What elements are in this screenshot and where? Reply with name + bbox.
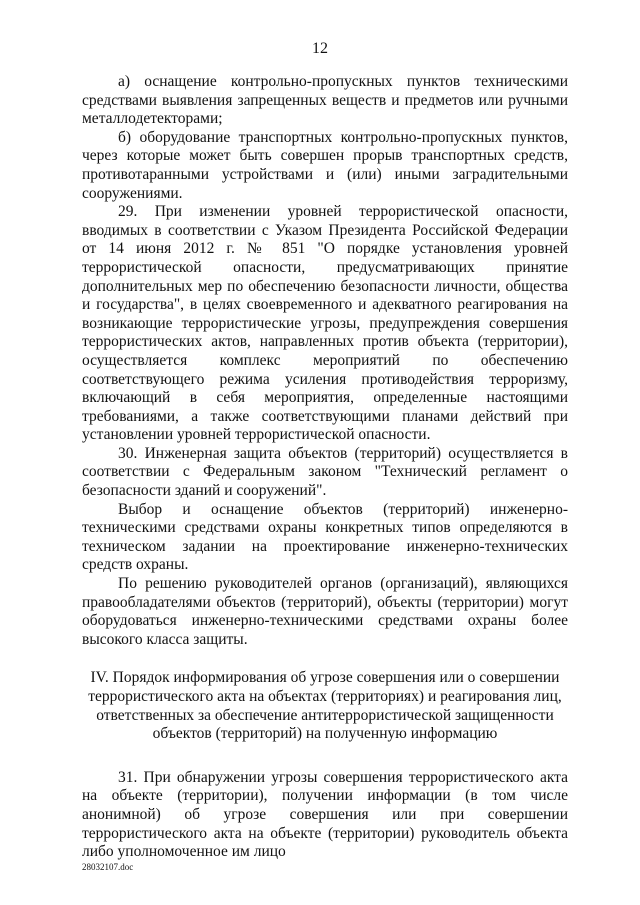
paragraph-item-b: б) оборудование транспортных контрольно-пропускных пунктов, через которые может быть совершен прорыв транспортных средств, противотаранными устройствами и (или) иными заградительными сооружениями. [82,128,568,202]
paragraph-29: 29. При изменении уровней террористической опасности, вводимых в соответствии с Указом Президента Российской Федерации от 14 июня 2012 г. № 851 "О порядке установления уровней террористической опасности, предусматривающих принятие дополнительных мер по обеспечению безопасности личности, общества и государства", в целях своевременного и адекватного реагирования на возникающие террористические угрозы, предупреждения совершения террористических актов, направленных против объекта (территории), осуществляется комплекс мероприятий по обеспечению соответствующего режима усиления противодействия терроризму, включающий в себя мероприятия, определенные настоящими требованиями, а также соответствующими планами действий при установлении уровней террористической опасности. [82,203,568,444]
section-heading-iv [82,669,568,743]
section-heading-line: объектов (территорий) на полученную информацию [152,725,498,743]
section-heading-line: IV. Порядок информирования об угрозе совершения или о совершении [90,669,560,687]
footer-filename: 28032107.doc [82,862,134,872]
section-heading-line: террористического акта на объектах (территориях) и реагирования лиц, [88,688,562,705]
document-body [82,73,568,862]
paragraph-30: 30. Инженерная защита объектов (территорий) осуществляется в соответствии с Федеральным законом "Технический регламент о безопасности зданий и сооружений". [82,444,568,500]
paragraph-equipment-choice: Выбор и оснащение объектов (территорий) инженерно-техническими средствами охраны конкретных типов определяются в техническом задании на проектирование инженерно-технических средств охраны. [82,500,568,574]
paragraph-item-a: а) оснащение контрольно-пропускных пунктов техническими средствами выявления запрещенных веществ и предметов или ручными металлодетекторами; [82,73,568,128]
section-heading-line: ответственных за обеспечение антитеррористической защищенности [96,706,554,724]
paragraph-31: 31. При обнаружении угрозы совершения террористического акта на объекте (территории), получении информации (в том числе анонимной) об угрозе совершения или при совершении террористического акта на объекте (территории) руководитель объекта либо уполномоченное им лицо [82,768,568,861]
page-number: 12 [312,40,328,57]
paragraph-higher-protection: По решению руководителей органов (организаций), являющихся правообладателями объектов (территорий), объекты (территории) могут оборудоваться инженерно-техническими средствами охраны более высокого класса защиты. [82,575,568,648]
